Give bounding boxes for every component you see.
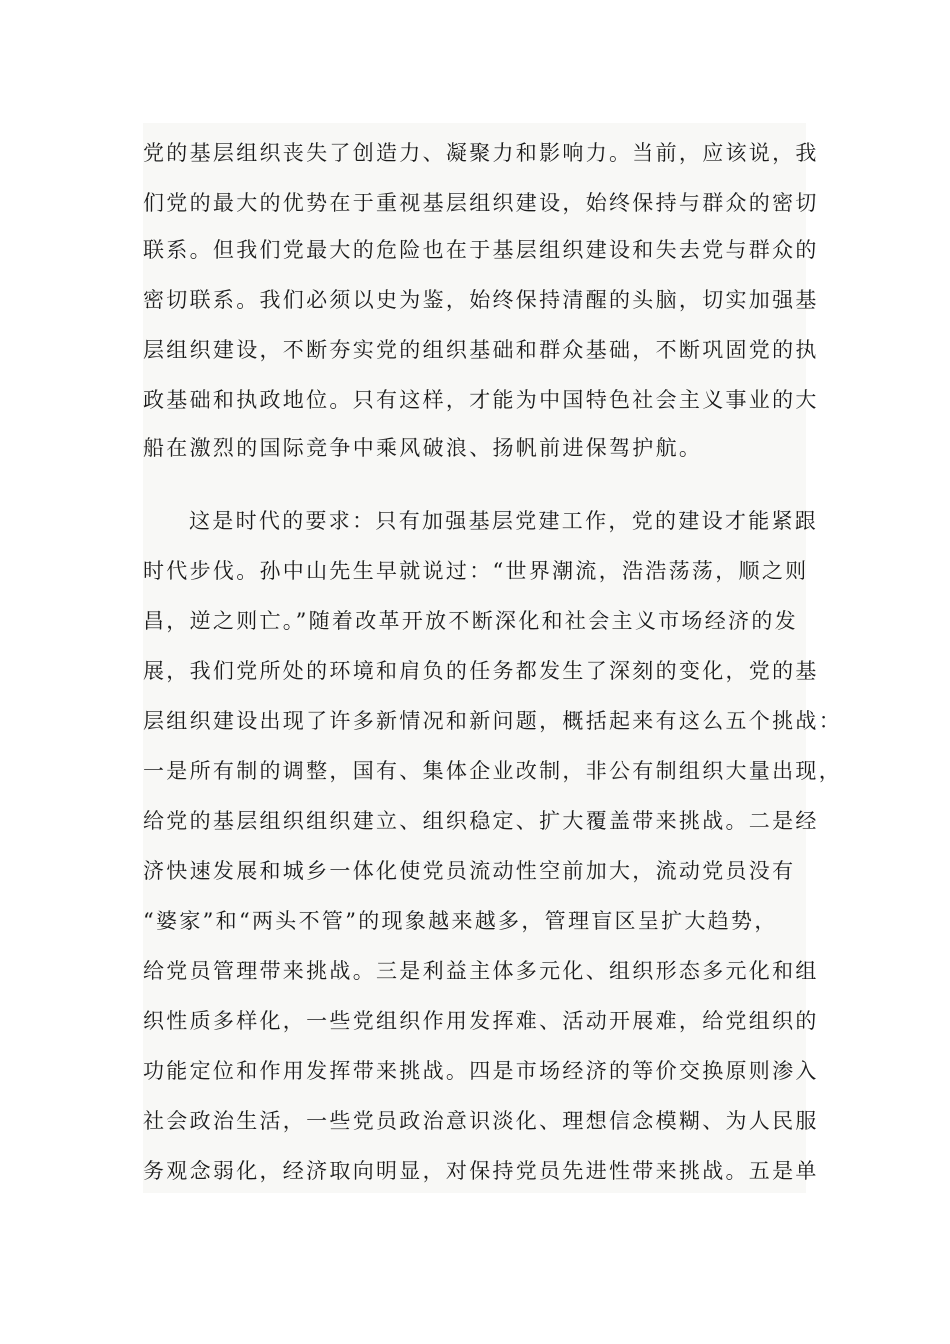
text-line: 昌，逆之则亡。”随着改革开放不断深化和社会主义市场经济的发 xyxy=(143,609,798,633)
text-line: 务观念弱化，经济取向明显，对保持党员先进性带来挑战。五是单 xyxy=(143,1159,819,1183)
text-line: 联系。但我们党最大的危险也在于基层组织建设和失去党与群众的 xyxy=(143,238,819,262)
text-line: 一是所有制的调整，国有、集体企业改制，非公有制组织大量出现， xyxy=(143,759,842,783)
text-line: 给党员管理带来挑战。三是利益主体多元化、组织形态多元化和组 xyxy=(143,959,819,983)
text-line: 层组织建设，不断夯实党的组织基础和群众基础，不断巩固党的执 xyxy=(143,338,819,362)
text-line: 党的基层组织丧失了创造力、凝聚力和影响力。当前，应该说，我 xyxy=(143,141,819,165)
text-line: 织性质多样化，一些党组织作用发挥难、活动开展难，给党组织的 xyxy=(143,1009,819,1033)
text-line: 层组织建设出现了许多新情况和新问题，概括起来有这么五个挑战： xyxy=(143,709,842,733)
text-line: 功能定位和作用发挥带来挑战。四是市场经济的等价交换原则渗入 xyxy=(143,1059,819,1083)
text-line: “婆家”和“两头不管”的现象越来越多，管理盲区呈扩大趋势， xyxy=(143,909,778,933)
paragraph-1 xyxy=(143,123,819,493)
text-line: 时代步伐。孙中山先生早就说过：“世界潮流，浩浩荡荡，顺之则 xyxy=(143,559,809,583)
text-line: 密切联系。我们必须以史为鉴，始终保持清醒的头脑，切实加强基 xyxy=(143,288,819,312)
text-line: 社会政治生活，一些党员政治意识淡化、理想信念模糊、为人民服 xyxy=(143,1109,819,1133)
text-line: 展，我们党所处的环境和肩负的任务都发生了深刻的变化，党的基 xyxy=(143,659,819,683)
text-line: 给党的基层组织组织建立、组织稳定、扩大覆盖带来挑战。二是经 xyxy=(143,809,819,833)
text-line: 们党的最大的优势在于重视基层组织建设，始终保持与群众的密切 xyxy=(143,191,819,215)
text-line: 船在激烈的国际竞争中乘风破浪、扬帆前进保驾护航。 xyxy=(143,436,703,460)
text-line: 这是时代的要求：只有加强基层党建工作，党的建设才能紧跟 xyxy=(189,509,819,533)
text-line: 政基础和执政地位。只有这样，才能为中国特色社会主义事业的大 xyxy=(143,388,819,412)
paragraph-2 xyxy=(143,493,842,1193)
text-line: 济快速发展和城乡一体化使党员流动性空前加大，流动党员没有 xyxy=(143,859,796,883)
